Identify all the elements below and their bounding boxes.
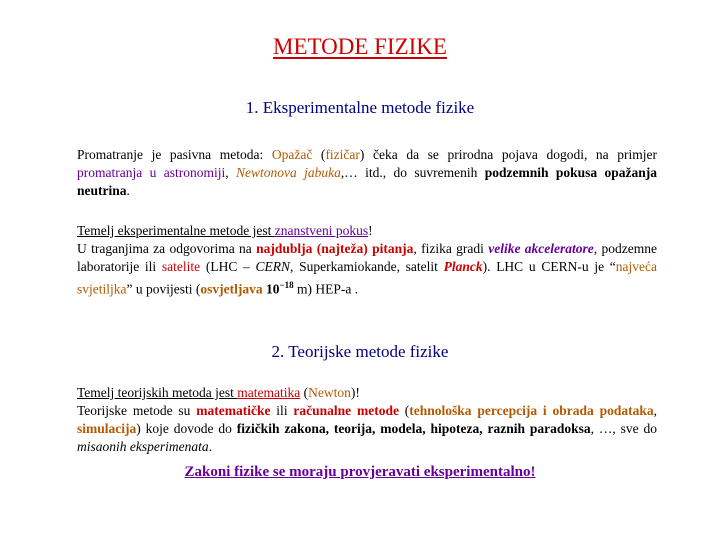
text-mathematics: matematika (237, 385, 301, 400)
text: , fizika gradi (413, 241, 489, 256)
text-cern: CERN (255, 259, 291, 274)
paragraph-experiment (77, 222, 657, 299)
text-scientific-experiment: znanstveni pokus (274, 223, 369, 238)
text-newton: Newton (308, 385, 351, 400)
text: ” u povijesti ( (126, 281, 201, 297)
text: ! (368, 223, 373, 238)
text-newton-apple: Newtonova jabuka (235, 165, 341, 180)
theory-foundation-line (77, 384, 657, 402)
text-satellites: satelite (161, 259, 201, 274)
text: Temelj eksperimentalne metode jest (77, 223, 275, 238)
text: m) HEP-a . (293, 281, 359, 297)
text: U traganjima za odgovorima na (77, 241, 257, 256)
text-neutrino: podzemnih pokusa opažanja neutrina (77, 165, 657, 198)
text-mathematical: matematičke (196, 403, 271, 418)
text: Temelj teorijskih metoda jest (77, 385, 238, 400)
text: ( (300, 385, 309, 400)
text: . (126, 183, 130, 198)
experiment-foundation-line (77, 222, 657, 240)
page-title: METODE FIZIKE (273, 34, 447, 59)
text: , Superkamiokande, satelit (290, 259, 444, 274)
text: , …, sve do (590, 421, 658, 436)
text-laws-theories: fizičkih zakona, teorija, modela, hipoteza, raznih paradoksa (236, 421, 591, 436)
text-exponent: −18 (279, 280, 294, 290)
text: ). LHC u CERN-u je “ (482, 259, 616, 274)
text: 10 (262, 281, 280, 297)
text: , (225, 165, 236, 180)
text-biggest-lamp: najveća svjetiljka (77, 259, 657, 297)
text-simulation: simulacija (77, 421, 137, 436)
conclusion-text: Zakoni fizike se moraju provjeravati eksperimentalno! (184, 464, 536, 480)
paragraph-observation (77, 146, 657, 200)
section-heading-theoretical: 2. Teorijske metode fizike (271, 342, 449, 361)
text: ) čeka da se prirodna pojava dogodi, na primjer (359, 147, 658, 162)
text: Teorijske metode su (77, 403, 197, 418)
text-thought-experiments: misaonih eksperimenata (77, 439, 209, 454)
text: ( (398, 403, 410, 418)
text: )! (350, 385, 360, 400)
text-accelerators: velike akceleratore (488, 241, 594, 256)
text-deepest-questions: najdublja (najteža) pitanja (256, 241, 414, 256)
text: Promatranje je pasivna metoda: (77, 147, 272, 162)
text-observer: Opažač (271, 147, 313, 162)
section-heading-experimental: 1. Eksperimentalne metode fizike (245, 98, 475, 117)
text-computational: računalne metode (293, 403, 399, 418)
text: , (653, 403, 657, 418)
text: ) koje dovode do (136, 421, 237, 436)
text: . (208, 439, 212, 454)
text: ili (270, 403, 294, 418)
text-astronomy: promatranja u astronomiji (77, 165, 226, 180)
text: , podzemne laboratorije ili (77, 241, 657, 274)
text: ,… itd., do suvremenih (340, 165, 485, 180)
text-planck: Planck (443, 259, 483, 274)
text-data-processing: tehnološka percepcija i obrada podataka (409, 403, 654, 418)
text-illuminates: osvjetljava (200, 281, 263, 297)
paragraph-theory (77, 384, 657, 456)
text-physicist: fizičar (325, 147, 360, 162)
text: ( (312, 147, 326, 162)
text: (LHC – (200, 259, 256, 274)
